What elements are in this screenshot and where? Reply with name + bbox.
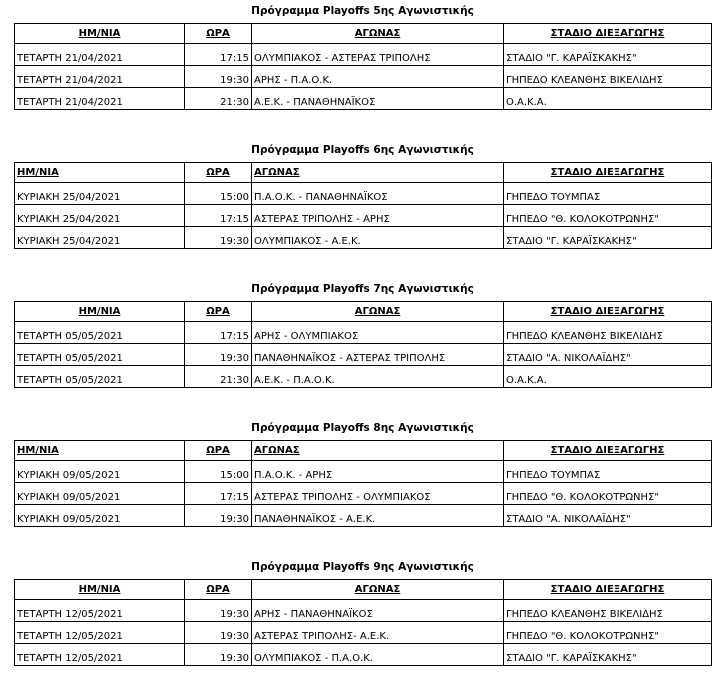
game-date: ΚΥΡΙΑΚΗ 25/04/2021	[15, 183, 185, 205]
table-row	[15, 44, 712, 66]
game-date: ΚΥΡΙΑΚΗ 09/05/2021	[15, 505, 185, 527]
schedule-table	[14, 301, 712, 388]
header-match: ΑΓΩΝΑΣ	[252, 24, 504, 44]
schedule-table	[14, 23, 712, 110]
header-venue: ΣΤΑΔΙΟ ΔΙΕΞΑΓΩΓΗΣ	[504, 441, 712, 461]
game-venue: ΓΗΠΕΔΟ "Θ. ΚΟΛΟΚΟΤΡΩΝΗΣ"	[504, 622, 712, 644]
game-match: ΟΛΥΜΠΙΑΚΟΣ - Α.Ε.Κ.	[252, 227, 504, 249]
table-row	[15, 88, 712, 110]
table-row	[15, 644, 712, 666]
game-time: 21:30	[185, 88, 252, 110]
game-time: 17:15	[185, 322, 252, 344]
game-match: ΑΡΗΣ - ΠΑΝΑΘΗΝΑΪΚΟΣ	[252, 600, 504, 622]
game-match: Α.Ε.Κ. - ΠΑΝΑΘΗΝΑΪΚΟΣ	[252, 88, 504, 110]
table-row	[15, 600, 712, 622]
header-venue: ΣΤΑΔΙΟ ΔΙΕΞΑΓΩΓΗΣ	[504, 24, 712, 44]
header-time: ΩΡΑ	[185, 441, 252, 461]
game-venue: Ο.Α.Κ.Α.	[504, 88, 712, 110]
game-time: 15:00	[185, 461, 252, 483]
header-match: ΑΓΩΝΑΣ	[252, 441, 504, 461]
game-venue: ΣΤΑΔΙΟ "Γ. ΚΑΡΑΪΣΚΑΚΗΣ"	[504, 44, 712, 66]
game-venue: ΓΗΠΕΔΟ "Θ. ΚΟΛΟΚΟΤΡΩΝΗΣ"	[504, 483, 712, 505]
header-row	[15, 441, 712, 461]
header-venue: ΣΤΑΔΙΟ ΔΙΕΞΑΓΩΓΗΣ	[504, 580, 712, 600]
table-row	[15, 227, 712, 249]
game-venue: ΓΗΠΕΔΟ "Θ. ΚΟΛΟΚΟΤΡΩΝΗΣ"	[504, 205, 712, 227]
schedule-table	[14, 440, 712, 527]
game-match: ΠΑΝΑΘΗΝΑΪΚΟΣ - ΑΣΤΕΡΑΣ ΤΡΙΠΟΛΗΣ	[252, 344, 504, 366]
table-row	[15, 322, 712, 344]
round-title: Πρόγραμμα Playoffs 7ης Αγωνιστικής	[251, 283, 474, 295]
header-venue: ΣΤΑΔΙΟ ΔΙΕΞΑΓΩΓΗΣ	[504, 163, 712, 183]
table-row	[15, 66, 712, 88]
header-match: ΑΓΩΝΑΣ	[252, 163, 504, 183]
game-match: ΠΑΝΑΘΗΝΑΪΚΟΣ - Α.Ε.Κ.	[252, 505, 504, 527]
header-date: ΗΜ/ΝΙΑ	[15, 441, 185, 461]
game-date: ΤΕΤΑΡΤΗ 05/05/2021	[15, 344, 185, 366]
header-time: ΩΡΑ	[185, 24, 252, 44]
game-venue: ΣΤΑΔΙΟ "Γ. ΚΑΡΑΪΣΚΑΚΗΣ"	[504, 644, 712, 666]
game-date: ΤΕΤΑΡΤΗ 21/04/2021	[15, 88, 185, 110]
header-match: ΑΓΩΝΑΣ	[252, 580, 504, 600]
game-date: ΚΥΡΙΑΚΗ 09/05/2021	[15, 461, 185, 483]
game-time: 19:30	[185, 644, 252, 666]
table-row	[15, 205, 712, 227]
game-venue: ΓΗΠΕΔΟ ΤΟΥΜΠΑΣ	[504, 183, 712, 205]
header-date: ΗΜ/ΝΙΑ	[15, 24, 185, 44]
table-row	[15, 344, 712, 366]
game-date: ΤΕΤΑΡΤΗ 12/05/2021	[15, 622, 185, 644]
game-time: 19:30	[185, 505, 252, 527]
game-venue: ΓΗΠΕΔΟ ΤΟΥΜΠΑΣ	[504, 461, 712, 483]
game-match: Π.Α.Ο.Κ. - ΑΡΗΣ	[252, 461, 504, 483]
game-time: 17:15	[185, 483, 252, 505]
table-row	[15, 622, 712, 644]
table-row	[15, 505, 712, 527]
game-time: 19:30	[185, 227, 252, 249]
table-row	[15, 461, 712, 483]
round-title: Πρόγραμμα Playoffs 8ης Αγωνιστικής	[251, 422, 474, 434]
header-row	[15, 580, 712, 600]
header-time: ΩΡΑ	[185, 580, 252, 600]
schedule-table	[14, 162, 712, 249]
header-time: ΩΡΑ	[185, 163, 252, 183]
game-venue: ΣΤΑΔΙΟ "Α. ΝΙΚΟΛΑΪΔΗΣ"	[504, 505, 712, 527]
game-match: Π.Α.Ο.Κ. - ΠΑΝΑΘΗΝΑΪΚΟΣ	[252, 183, 504, 205]
game-time: 17:15	[185, 205, 252, 227]
game-venue: ΓΗΠΕΔΟ ΚΛΕΑΝΘΗΣ ΒΙΚΕΛΙΔΗΣ	[504, 66, 712, 88]
round-title: Πρόγραμμα Playoffs 5ης Αγωνιστικής	[251, 5, 474, 17]
game-time: 19:30	[185, 66, 252, 88]
game-date: ΚΥΡΙΑΚΗ 09/05/2021	[15, 483, 185, 505]
game-time: 17:15	[185, 44, 252, 66]
game-venue: Ο.Α.Κ.Α.	[504, 366, 712, 388]
game-match: ΟΛΥΜΠΙΑΚΟΣ - Π.Α.Ο.Κ.	[252, 644, 504, 666]
table-row	[15, 366, 712, 388]
header-date: ΗΜ/ΝΙΑ	[15, 580, 185, 600]
header-row	[15, 24, 712, 44]
game-date: ΤΕΤΑΡΤΗ 05/05/2021	[15, 366, 185, 388]
game-date: ΤΕΤΑΡΤΗ 12/05/2021	[15, 600, 185, 622]
game-match: ΑΣΤΕΡΑΣ ΤΡΙΠΟΛΗΣ - ΑΡΗΣ	[252, 205, 504, 227]
game-match: Α.Ε.Κ. - Π.Α.Ο.Κ.	[252, 366, 504, 388]
game-date: ΤΕΤΑΡΤΗ 21/04/2021	[15, 66, 185, 88]
game-match: ΟΛΥΜΠΙΑΚΟΣ - ΑΣΤΕΡΑΣ ΤΡΙΠΟΛΗΣ	[252, 44, 504, 66]
table-row	[15, 483, 712, 505]
game-venue: ΣΤΑΔΙΟ "Γ. ΚΑΡΑΪΣΚΑΚΗΣ"	[504, 227, 712, 249]
game-time: 19:30	[185, 600, 252, 622]
header-row	[15, 163, 712, 183]
game-date: ΚΥΡΙΑΚΗ 25/04/2021	[15, 205, 185, 227]
game-venue: ΓΗΠΕΔΟ ΚΛΕΑΝΘΗΣ ΒΙΚΕΛΙΔΗΣ	[504, 322, 712, 344]
game-venue: ΓΗΠΕΔΟ ΚΛΕΑΝΘΗΣ ΒΙΚΕΛΙΔΗΣ	[504, 600, 712, 622]
schedule-table	[14, 579, 712, 666]
game-date: ΚΥΡΙΑΚΗ 25/04/2021	[15, 227, 185, 249]
game-match: ΑΡΗΣ - Π.Α.Ο.Κ.	[252, 66, 504, 88]
header-date: ΗΜ/ΝΙΑ	[15, 163, 185, 183]
round-title: Πρόγραμμα Playoffs 9ης Αγωνιστικής	[251, 561, 474, 573]
header-time: ΩΡΑ	[185, 302, 252, 322]
game-time: 21:30	[185, 366, 252, 388]
game-time: 19:30	[185, 622, 252, 644]
game-venue: ΣΤΑΔΙΟ "Α. ΝΙΚΟΛΑΪΔΗΣ"	[504, 344, 712, 366]
header-match: ΑΓΩΝΑΣ	[252, 302, 504, 322]
game-date: ΤΕΤΑΡΤΗ 12/05/2021	[15, 644, 185, 666]
round-title: Πρόγραμμα Playoffs 6ης Αγωνιστικής	[251, 144, 474, 156]
game-match: ΑΡΗΣ - ΟΛΥΜΠΙΑΚΟΣ	[252, 322, 504, 344]
game-date: ΤΕΤΑΡΤΗ 05/05/2021	[15, 322, 185, 344]
game-time: 19:30	[185, 344, 252, 366]
header-date: ΗΜ/ΝΙΑ	[15, 302, 185, 322]
header-row	[15, 302, 712, 322]
game-date: ΤΕΤΑΡΤΗ 21/04/2021	[15, 44, 185, 66]
header-venue: ΣΤΑΔΙΟ ΔΙΕΞΑΓΩΓΗΣ	[504, 302, 712, 322]
game-match: ΑΣΤΕΡΑΣ ΤΡΙΠΟΛΗΣ - ΟΛΥΜΠΙΑΚΟΣ	[252, 483, 504, 505]
table-row	[15, 183, 712, 205]
game-match: ΑΣΤΕΡΑΣ ΤΡΙΠΟΛΗΣ- Α.Ε.Κ.	[252, 622, 504, 644]
game-time: 15:00	[185, 183, 252, 205]
